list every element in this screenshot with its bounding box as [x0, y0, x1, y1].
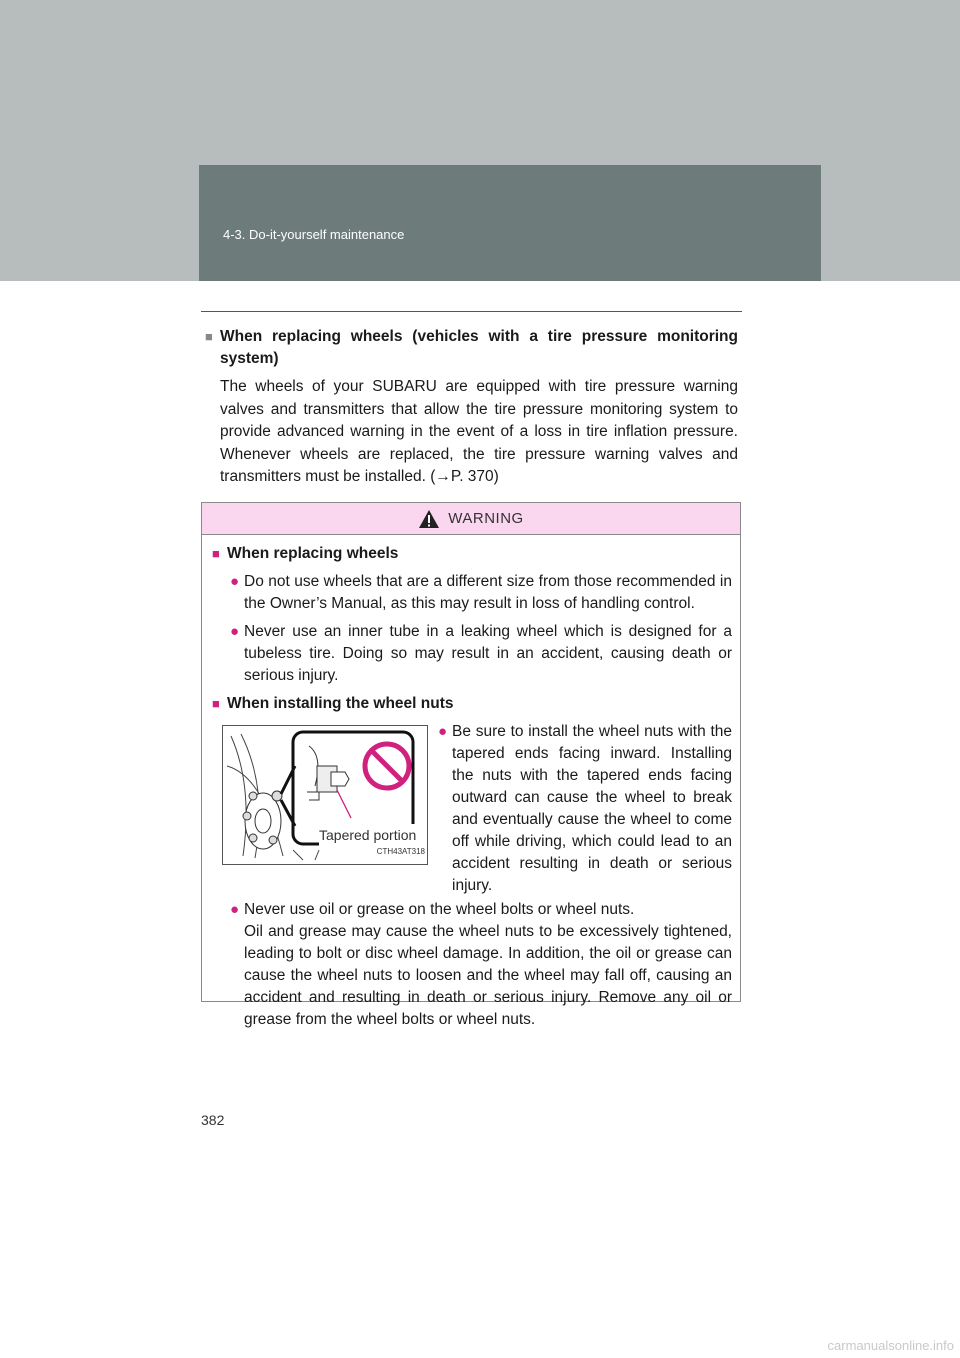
circle-bullet-icon: ● [230, 901, 240, 918]
section-label: 4-3. Do-it-yourself maintenance [223, 227, 405, 242]
square-bullet-icon: ■ [205, 329, 213, 344]
list-item: ● Do not use wheels that are a different size from those recommended in the Owner’s Manual, as this may result in loss of handling control. [230, 571, 732, 615]
page-header [0, 0, 960, 281]
warning-triangle-icon [418, 509, 440, 529]
wheel-nut-diagram [222, 725, 428, 865]
diagram-code: CTH43AT318 [376, 847, 425, 856]
square-bullet-icon: ■ [212, 546, 220, 561]
divider [201, 311, 742, 312]
section-heading: ■ When replacing wheels (vehicles with a tire pressure monitoring system) [205, 326, 738, 370]
square-bullet-icon: ■ [212, 696, 220, 711]
page-number: 382 [201, 1112, 225, 1128]
warning-heading-nuts: ■ When installing the wheel nuts [212, 693, 732, 715]
oil-bullet-first-line: Never use oil or grease on the wheel bolts or wheel nuts. [244, 901, 635, 918]
warning-box [201, 502, 741, 1028]
nut-install-row [212, 725, 732, 897]
header-band [199, 165, 821, 281]
tapered-portion-label: Tapered portion [319, 824, 416, 846]
replacing-wheels-section [205, 326, 738, 489]
oil-bullet-body: Oil and grease may cause the wheel nuts to be excessively tightened, leading to bolt or disc wheel damage. In addition, the oil or grease can cause the wheel nuts to loosen and the wheel may fall off, causing an accident and resulting in death or serious injury. Remove any oil or grease from the wheel bolts or wheel nuts. [244, 923, 732, 1028]
warning-title: WARNING [448, 510, 524, 527]
nut-install-text [438, 721, 732, 897]
circle-bullet-icon: ● [438, 723, 448, 740]
warning-title-bar [202, 503, 740, 535]
list-item: ● Never use an inner tube in a leaking wheel which is designed for a tubeless tire. Doing so may result in an accident, causing death or serious injury. [230, 621, 732, 687]
circle-bullet-icon: ● [230, 573, 240, 590]
watermark: carmanualsonline.info [827, 1338, 954, 1353]
section-body: The wheels of your SUBARU are equipped with tire pressure warning valves and transmitters that allow the tire pressure monitoring system to provide advanced warning in the event of a loss in tire inflation pressure. Whenever wheels are replaced, the tire pressure warning valves and transmitters must be installed. (→P. 370) [220, 378, 738, 485]
list-item: ● Be sure to install the wheel nuts with the tapered ends facing inward. Installing the nuts with the tapered ends facing outward can cause the wheel to break and eventually cause the wheel to come off while driving, which could lead to an accident resulting in death or serious injury. [438, 721, 732, 897]
warning-heading-replacing: ■ When replacing wheels [212, 543, 732, 565]
warning-body [202, 535, 740, 1031]
circle-bullet-icon: ● [230, 623, 240, 640]
list-item [230, 899, 732, 1031]
